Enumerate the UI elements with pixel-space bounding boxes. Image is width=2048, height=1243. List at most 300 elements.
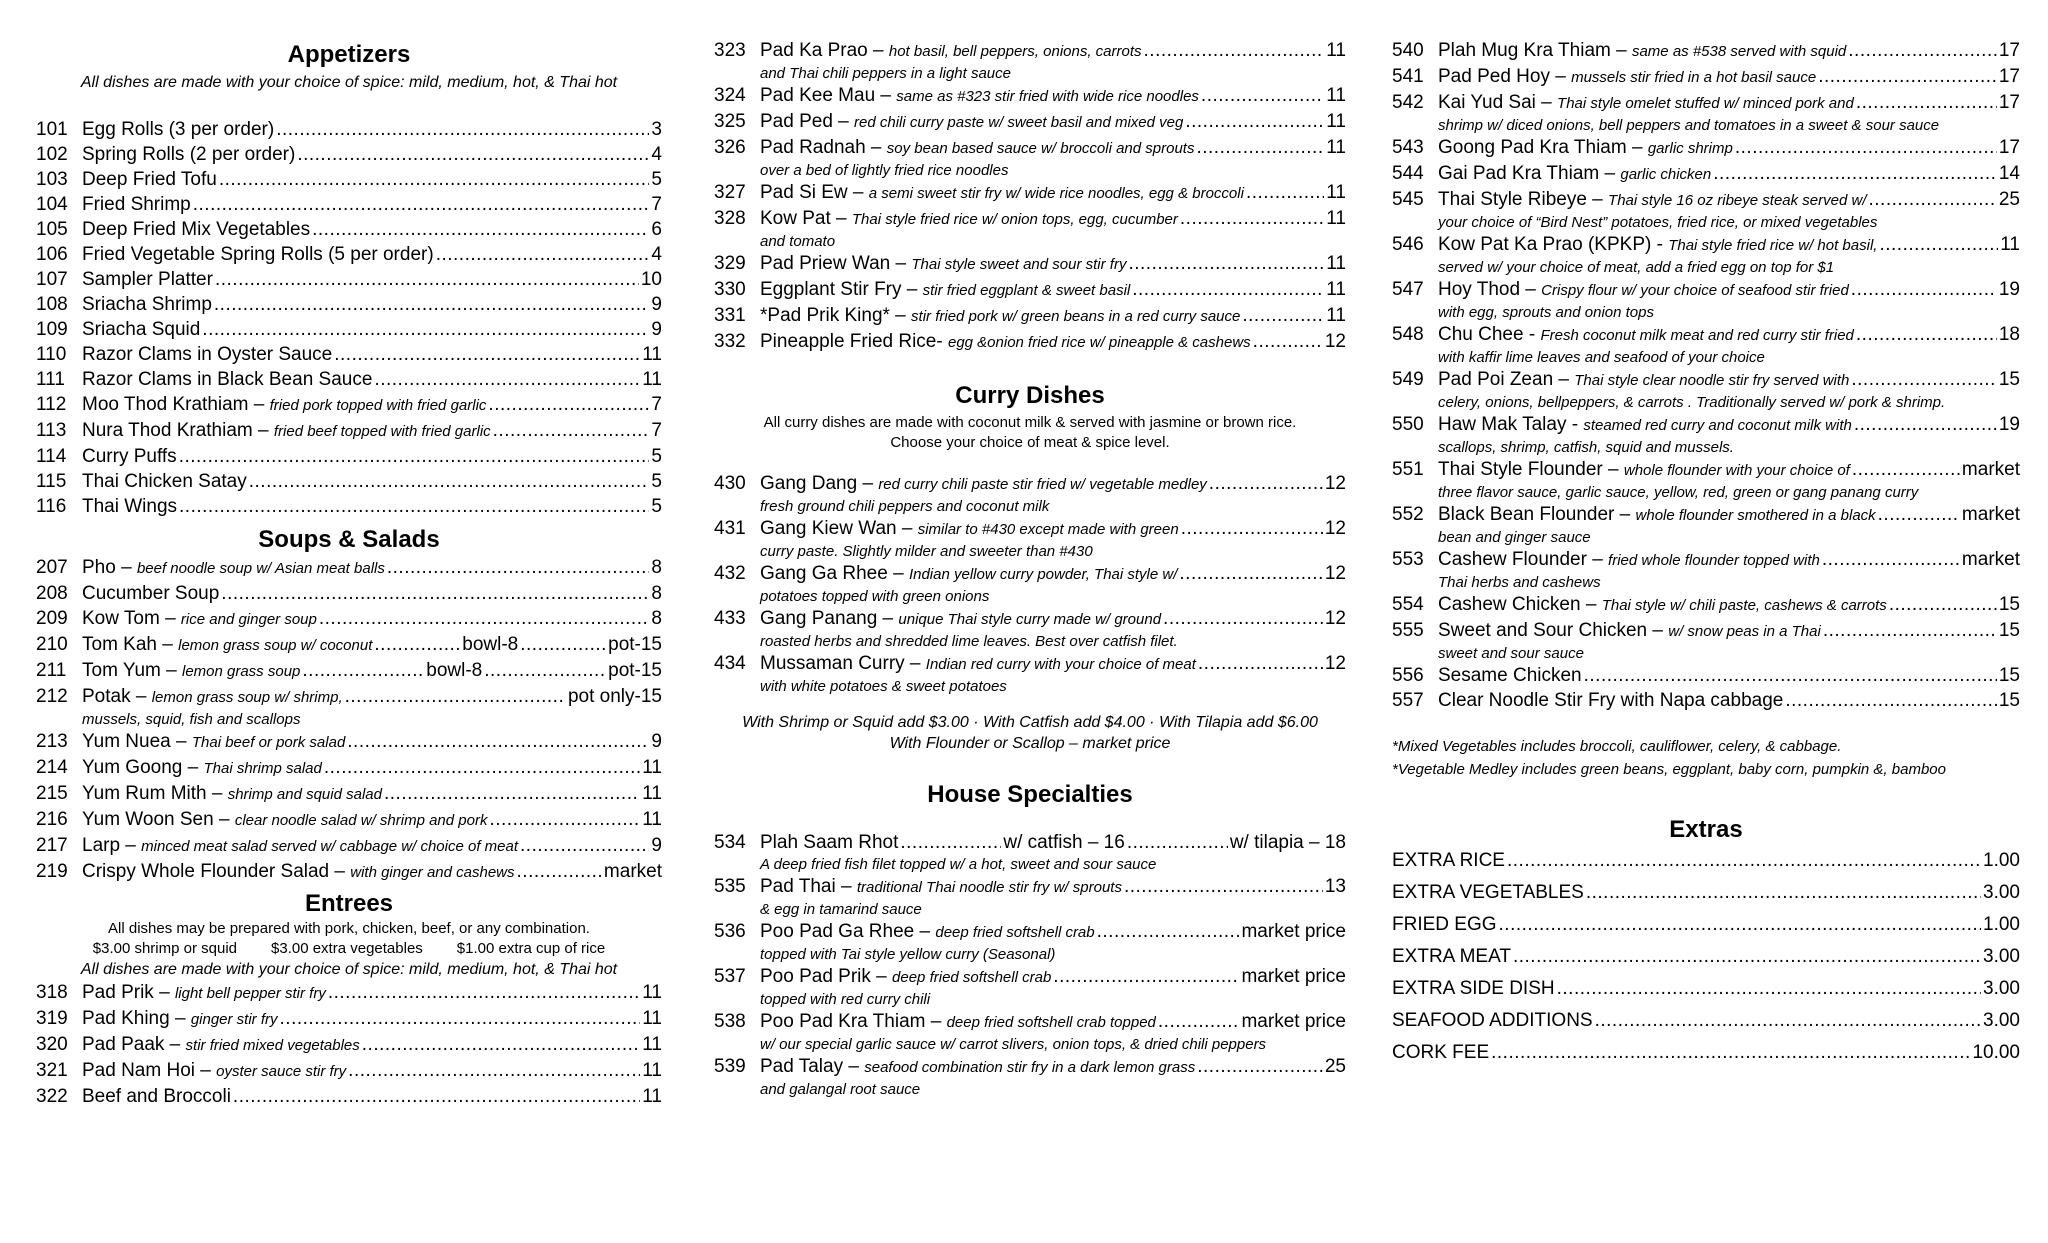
item-description: Thai style clear noodle stir fry served with [1574,372,1850,389]
menu-item [36,729,662,755]
dot-leader [1253,329,1323,354]
item-name: Kow Pat – [760,208,847,229]
menu-item-tom-yum [36,658,662,684]
menu-item [1392,38,2020,64]
menu-item [1392,161,2020,187]
item-name: Nura Thod Krathiam – [82,420,269,441]
menu-item [714,109,1346,135]
item-name: Pad Ped Hoy – [1438,66,1566,87]
item-description: unique Thai style curry made w/ ground [898,611,1162,628]
item-description: whole flounder smothered in a black [1635,507,1876,524]
item-description: seafood combination stir fry in a dark lemon grass [864,1059,1196,1076]
item-description-continued: fresh ground chili peppers and coconut milk [760,498,1050,515]
item-price: 13 [1324,876,1346,897]
menu-item [1392,277,2020,322]
item-description: Thai shrimp salad [203,760,322,777]
item-number: 324 [714,85,746,106]
item-name: Pad Radnah – [760,137,882,158]
dot-leader [1818,64,1997,89]
item-number: 541 [1392,66,1424,87]
curry-heading: Curry Dishes [955,382,1105,409]
menu-item [714,303,1346,329]
item-name: Poo Pad Prik – [760,966,887,987]
item-price: 6 [651,219,662,240]
dot-leader [436,242,650,267]
item-name: Deep Fried Mix Vegetables [82,219,311,240]
item-number: 548 [1392,324,1424,345]
item-description-continued: with white potatoes & sweet potatoes [760,678,1007,695]
dot-leader [1557,973,1981,1005]
item-name: Sesame Chicken [1438,665,1582,686]
dot-leader [1889,592,1997,617]
item-description-continued: topped with red curry chili [760,991,931,1008]
item-number: 544 [1392,163,1424,184]
item-price: 3.00 [1983,1010,2020,1031]
dot-leader [1158,1009,1240,1034]
item-description-continued: roasted herbs and shredded lime leaves. Best over catfish filet. [760,633,1178,650]
item-price: 3.00 [1983,978,2020,999]
item-name: Cashew Chicken – [1438,594,1597,615]
dot-leader [1852,457,1960,482]
item-description-continued: A deep fried fish filet topped w/ a hot, sweet and sour sauce [760,856,1157,873]
menu-item [714,329,1346,355]
item-price: 4 [651,144,662,165]
menu-item [36,242,662,267]
dot-leader [374,367,640,392]
item-name: Gai Pad Kra Thiam – [1438,163,1616,184]
item-name: Pad Poi Zean – [1438,369,1569,390]
menu-item [36,555,662,581]
item-number: 101 [36,119,68,140]
item-number: 104 [36,194,68,215]
item-name: Gang Ga Rhee – [760,563,904,584]
menu-item [714,251,1346,277]
dot-leader [215,267,639,292]
item-number: 109 [36,319,68,340]
item-name: Pad Talay – [760,1056,859,1077]
item-name: FRIED EGG [1392,914,1497,935]
item-number: 322 [36,1086,68,1107]
item-number: 212 [36,686,68,707]
item-price: 17 [1998,40,2020,61]
item-price: 11 [1326,208,1346,229]
item-description-continued: & egg in tamarind sauce [760,901,922,918]
dot-leader [1856,322,1997,347]
item-number: 321 [36,1060,68,1081]
item-description-continued: scallops, shrimp, catfish, squid and mussels. [1438,439,1734,456]
item-description: Indian red curry with your choice of meat [925,656,1196,673]
dot-leader [488,392,649,417]
item-name: Mussaman Curry – [760,653,921,674]
item-price: 11 [1326,279,1346,300]
item-number: 537 [714,966,746,987]
item-name: Black Bean Flounder – [1438,504,1631,525]
dot-leader [1246,180,1324,205]
item-number: 540 [1392,40,1424,61]
item-number: 434 [714,653,746,674]
menu-item [714,277,1346,303]
item-description: stir fried pork w/ green beans in a red curry sauce [911,308,1241,325]
dot-leader [334,342,640,367]
item-price: 5 [651,496,662,517]
item-name: Gang Kiew Wan – [760,518,913,539]
item-number: 546 [1392,234,1424,255]
item-price: 11 [642,809,662,830]
item-name: Pad Prik – [82,982,170,1003]
extras-item [1392,1037,2020,1069]
menu-item [714,135,1346,180]
item-price: 15 [1998,620,2020,641]
item-price-tilapia: w/ tilapia – 18 [1229,832,1346,853]
menu-item [36,117,662,142]
item-price: 11 [642,757,662,778]
dot-leader [1507,845,1981,877]
item-price: 11 [642,1008,662,1029]
item-number: 331 [714,305,746,326]
item-description-continued: potatoes topped with green onions [760,588,990,605]
extras-item [1392,941,2020,973]
dot-leader [1128,251,1324,276]
item-name: EXTRA RICE [1392,850,1505,871]
item-price: 8 [651,557,662,578]
dot-leader [493,418,650,443]
dot-leader [1053,964,1239,989]
item-description-continued: and Thai chili peppers in a light sauce [760,65,1011,82]
item-number: 553 [1392,549,1424,570]
curry-note-1: All curry dishes are made with coconut milk & served with jasmine or brown rice. [763,414,1297,431]
dot-leader [1848,38,1997,63]
item-name: Plah Mug Kra Thiam – [1438,40,1627,61]
item-description: Thai style fried rice w/ hot basil, [1668,237,1878,254]
dot-leader [221,581,649,606]
item-description: ginger stir fry [190,1011,278,1028]
item-price: 5 [651,471,662,492]
item-number: 547 [1392,279,1424,300]
item-price: 11 [642,1060,662,1081]
menu-item [36,217,662,242]
item-description-continued: your choice of “Bird Nest” potatoes, fried rice, or mixed vegetables [1438,214,1878,231]
item-number: 545 [1392,189,1424,210]
item-name: Pad Si Ew – [760,182,864,203]
item-number: 543 [1392,137,1424,158]
appetizers-heading: Appetizers [287,41,411,68]
dot-leader [347,729,649,754]
item-description: whole flounder with your choice of [1623,462,1850,479]
item-price: market [603,861,662,882]
item-number: 114 [36,446,67,467]
item-name: Gang Dang – [760,473,874,494]
item-number: 214 [36,757,68,778]
upcharge-shrimp-squid: $3.00 shrimp or squid [92,940,238,957]
house-list [714,874,1346,1099]
item-name: Thai Wings [82,496,178,517]
house-list-continued [1392,38,2020,713]
item-description: red curry chili paste stir fried w/ vegetable medley [878,476,1207,493]
dot-leader [193,192,650,217]
item-name: Haw Mak Talay - [1438,414,1579,435]
item-name: Pad Ped – [760,111,849,132]
item-name: Pho – [82,557,132,578]
item-number: 556 [1392,665,1424,686]
menu-item [1392,502,2020,547]
dot-leader [384,781,640,806]
item-name: Sweet and Sour Chicken – [1438,620,1663,641]
item-description: deep fried softshell crab [892,969,1052,986]
item-number: 555 [1392,620,1424,641]
item-price: 3 [651,119,662,140]
dot-leader [1163,606,1323,631]
item-description: Thai style fried rice w/ onion tops, egg, cucumber [851,211,1178,228]
item-price: 11 [1326,305,1346,326]
item-description: Indian yellow curry powder, Thai style w/ [908,566,1178,583]
dot-leader [1181,516,1323,541]
dot-leader [319,606,650,631]
item-description-continued: celery, onions, bellpeppers, & carrots . Traditionally served w/ pork & shrimp. [1438,394,1946,411]
item-description: Crispy flour w/ your choice of seafood stir fried [1541,282,1849,299]
menu-item [714,471,1346,516]
item-name: Pad Nam Hoi – [82,1060,211,1081]
item-number: 107 [36,269,68,290]
item-price: 11 [1326,85,1346,106]
item-price: 7 [651,394,662,415]
item-description: mussels stir fried in a hot basil sauce [1571,69,1817,86]
menu-item [1392,187,2020,232]
item-description: traditional Thai noodle stir fry w/ sprouts [856,879,1122,896]
item-price: 12 [1324,608,1346,629]
item-name: Yum Goong – [82,757,199,778]
item-description: deep fried softshell crab [935,924,1095,941]
curry-note-2: Choose your choice of meat & spice level. [890,434,1170,451]
dot-leader [1586,877,1981,909]
item-price: 14 [1998,163,2020,184]
item-description: deep fried softshell crab topped [946,1014,1156,1031]
item-name: Clear Noodle Stir Fry with Napa cabbage [1438,690,1784,711]
item-description-continued: over a bed of lightly fried rice noodles [760,162,1009,179]
item-number: 211 [36,660,67,681]
upcharge-vegetables: $3.00 extra vegetables [271,940,423,957]
item-name: Pad Ka Prao – [760,40,884,61]
dot-leader [328,980,640,1005]
item-price: market price [1241,966,1346,987]
menu-item [1392,64,2020,90]
item-price: 7 [651,194,662,215]
extras-item [1392,973,2020,1005]
item-price: 11 [642,783,662,804]
item-price: 12 [1324,331,1346,352]
item-price: 25 [1998,189,2020,210]
footnote-vegetable-medley: *Vegetable Medley includes green beans, eggplant, baby corn, pumpkin &, bamboo [1392,761,1946,778]
dot-leader [1491,1037,1970,1069]
entrees-protein-note: All dishes may be prepared with pork, chicken, beef, or any combination. [108,920,590,937]
footnote-mixed-vegetables: *Mixed Vegetables includes broccoli, cauliflower, celery, & cabbage. [1392,738,1842,755]
soups-list-b [36,684,662,885]
item-number: 549 [1392,369,1424,390]
menu-item [36,192,662,217]
item-price: market price [1241,1011,1346,1032]
item-number: 319 [36,1008,68,1029]
item-name: *Pad Prik King* – [760,305,906,326]
item-description-continued: mussels, squid, fish and scallops [82,711,301,728]
menu-item [1392,457,2020,502]
dot-leader [1144,38,1325,63]
item-name: Thai Chicken Satay [82,471,247,492]
menu-item [36,418,662,444]
menu-item-tom-kah [36,632,662,658]
menu-item [36,367,662,392]
item-description: garlic shrimp [1647,140,1733,157]
item-price: 1.00 [1983,914,2020,935]
item-price: 9 [651,294,662,315]
item-description: red chili curry paste w/ sweet basil and mixed veg [854,114,1184,131]
menu-item [714,964,1346,1009]
item-number: 102 [36,144,68,165]
item-name: EXTRA VEGETABLES [1392,882,1584,903]
dot-leader [302,658,424,683]
item-price: 12 [1324,518,1346,539]
menu-column-right [1392,0,2020,1069]
curry-addon-prices: With Shrimp or Squid add $3.00 · With Catfish add $4.00 · With Tilapia add $6.00 [742,714,1318,731]
extras-heading: Extras [1669,816,1743,843]
item-description-continued: three flavor sauce, garlic sauce, yellow, red, green or gang panang curry [1438,484,1919,501]
dot-leader [1127,830,1228,855]
item-description: lemon grass soup w/ coconut [178,637,373,654]
item-number: 557 [1392,690,1424,711]
dot-leader [1499,909,1982,941]
item-price: 11 [1326,253,1346,274]
item-number: 326 [714,137,746,158]
item-name: Pad Thai – [760,876,852,897]
item-name: Tom Kah – [82,634,173,655]
menu-item [36,292,662,317]
entrees-spice-note: All dishes are made with your choice of spice: mild, medium, hot, & Thai hot [80,961,618,978]
menu-item [36,684,662,729]
item-description: light bell pepper stir fry [174,985,326,1002]
item-name: Gang Panang – [760,608,894,629]
item-price: 5 [651,169,662,190]
menu-item [714,874,1346,919]
menu-item [36,980,662,1006]
menu-item [714,180,1346,206]
dot-leader [1823,618,1997,643]
item-number: 318 [36,982,68,1003]
dot-leader [1878,502,1960,527]
appetizers-list [36,117,662,519]
extras-item [1392,909,2020,941]
item-number: 431 [714,518,746,539]
dot-leader [520,833,649,858]
dot-leader [1879,232,1998,257]
item-price: 11 [642,982,662,1003]
menu-item [1392,592,2020,618]
menu-item [1392,547,2020,592]
item-number: 542 [1392,92,1424,113]
menu-item [36,606,662,632]
item-number: 323 [714,40,746,61]
dot-leader [1595,1005,1981,1037]
item-description: shrimp and squid salad [227,786,382,803]
menu-item [36,142,662,167]
item-description-continued: sweet and sour sauce [1438,645,1584,662]
item-name: Sampler Platter [82,269,213,290]
item-description-continued: with kaffir lime leaves and seafood of your choice [1438,349,1765,366]
item-number: 325 [714,111,746,132]
dot-leader [520,632,606,657]
item-price: market [1961,549,2020,570]
item-description: rice and ginger soup [180,611,317,628]
extras-item [1392,845,2020,877]
item-price: 15 [1998,594,2020,615]
item-price: 11 [1326,40,1346,61]
item-description: Thai style w/ chili paste, cashews & carrots [1601,597,1887,614]
item-price: 11 [1326,111,1346,132]
item-name: EXTRA SIDE DISH [1392,978,1555,999]
item-price: 11 [642,369,662,390]
dot-leader [517,859,602,884]
dot-leader [489,807,640,832]
item-price: 19 [1998,414,2020,435]
item-number: 108 [36,294,68,315]
item-price: market [1961,459,2020,480]
item-price-pot: pot-15 [608,634,662,655]
dot-leader [1513,941,1981,973]
item-description-continued: with egg, sprouts and onion tops [1438,304,1654,321]
item-price: 11 [642,344,662,365]
item-number: 327 [714,182,746,203]
item-description-continued: and galangal root sauce [760,1081,921,1098]
item-description: Thai beef or pork salad [191,734,346,751]
item-description: fried whole flounder topped with [1608,552,1820,569]
menu-item [714,516,1346,561]
dot-leader [348,1058,640,1083]
item-number: 433 [714,608,746,629]
menu-item [36,1006,662,1032]
item-name: Curry Puffs [82,446,177,467]
menu-item [36,781,662,807]
item-description-continued: and tomato [760,233,836,250]
item-name: Crispy Whole Flounder Salad – [82,861,345,882]
item-number: 115 [36,471,67,492]
item-description: Thai style omelet stuffed w/ minced pork and [1557,95,1854,112]
item-price: 9 [651,835,662,856]
item-number: 209 [36,608,68,629]
item-number: 535 [714,876,746,897]
item-description-continued: shrimp w/ diced onions, bell peppers and tomatoes in a sweet & sour sauce [1438,117,1940,134]
dot-leader [362,1032,640,1057]
dot-leader [484,658,606,683]
item-name: Pad Priew Wan – [760,253,907,274]
menu-item [714,651,1346,696]
item-price: 11 [1326,182,1346,203]
entrees-upcharge-line [36,939,662,959]
item-name: Cashew Flounder – [1438,549,1603,570]
item-number: 328 [714,208,746,229]
item-price: 17 [1998,137,2020,158]
item-price: 12 [1324,563,1346,584]
menu-column-middle [714,0,1346,1099]
item-description-continued: topped with Tai style yellow curry (Seasonal) [760,946,1056,963]
menu-item [1392,135,2020,161]
item-number: 105 [36,219,68,240]
entrees-list-continued [714,38,1346,355]
item-price: 10.00 [1972,1042,2020,1063]
item-price: market price [1241,921,1346,942]
item-number: 552 [1392,504,1424,525]
item-name: Tom Yum – [82,660,177,681]
item-price: 15 [1998,369,2020,390]
item-description: minced meat salad served w/ cabbage w/ choice of meat [141,838,519,855]
soups-list-a [36,555,662,632]
item-description: garlic chicken [1620,166,1712,183]
